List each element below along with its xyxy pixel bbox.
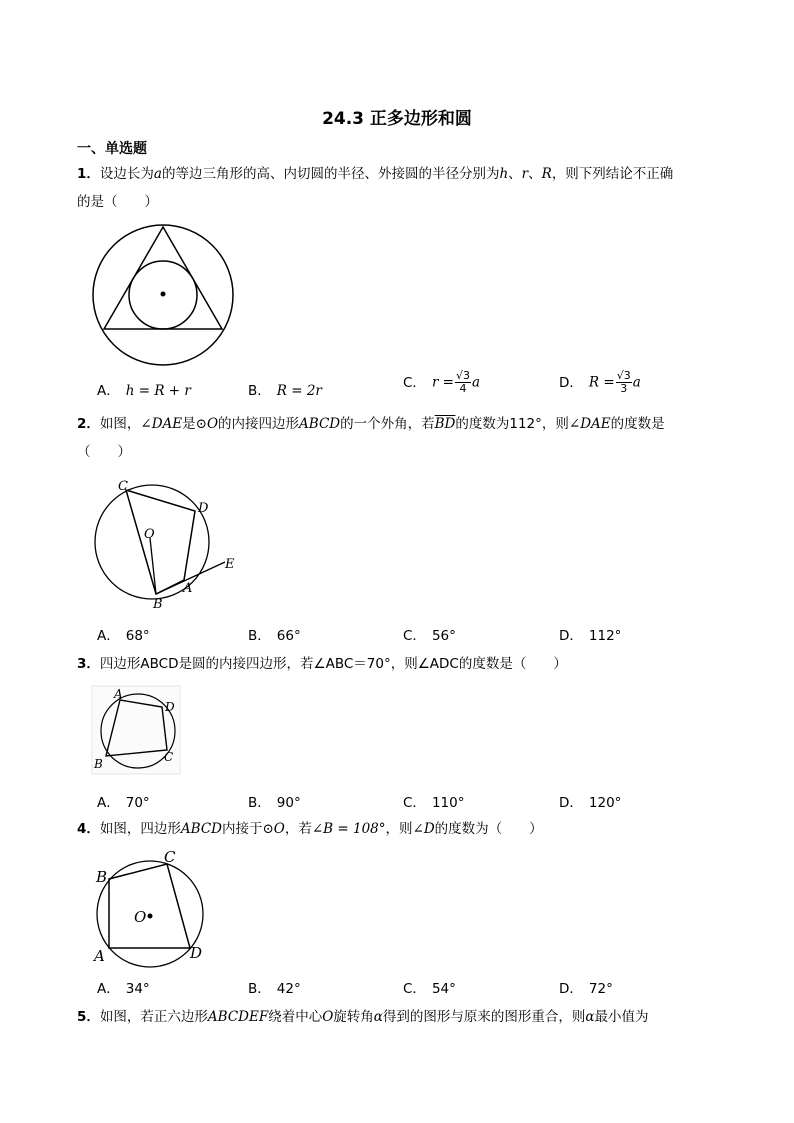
- question-number: 3．: [77, 656, 100, 672]
- question-number: 5．: [77, 1009, 100, 1025]
- question-3: 3．四边形ABCD是圆的内接四边形，若∠ABC＝70°，则∠ADC的度数是（ ）: [77, 656, 567, 672]
- q3-option-d[interactable]: D． 120°: [559, 795, 622, 811]
- q4-figure: [92, 848, 212, 966]
- q3-figure: [92, 686, 184, 774]
- center-dot: [161, 292, 166, 297]
- label-o: O: [134, 908, 147, 926]
- question-number: 1．: [77, 166, 100, 182]
- q4-option-a[interactable]: A． 34°: [97, 981, 150, 997]
- center-dot: [148, 914, 153, 919]
- label-e: E: [225, 557, 235, 572]
- q1-option-b[interactable]: B． R = 2r: [248, 383, 322, 399]
- label-d: D: [165, 700, 175, 714]
- question-5: 5．如图，若正六边形ABCDEF绕着中心O旋转角α得到的图形与原来的图形重合，则α最小值为: [77, 1009, 649, 1025]
- label-a: A: [94, 947, 105, 965]
- label-d: D: [190, 944, 203, 962]
- question-4: 4．如图，四边形ABCD内接于⊙O，若∠B = 108°，则∠D的度数为（ ）: [77, 821, 543, 837]
- label-d: D: [198, 501, 209, 516]
- q1-option-a[interactable]: A． h = R + r: [97, 383, 191, 399]
- q1-figure: [92, 224, 237, 369]
- page-title: 24.3 正多边形和圆: [322, 109, 472, 129]
- question-number: 2．: [77, 416, 100, 432]
- label-b: B: [153, 597, 163, 612]
- quadrilateral-abcd: [126, 490, 195, 594]
- label-b: B: [96, 868, 108, 886]
- q4-option-d[interactable]: D． 72°: [559, 981, 613, 997]
- q3-option-b[interactable]: B． 90°: [248, 795, 301, 811]
- label-b: B: [94, 757, 103, 771]
- label-o: O: [144, 527, 155, 542]
- label-c: C: [164, 848, 176, 866]
- q3-option-a[interactable]: A． 70°: [97, 795, 150, 811]
- q1-option-c[interactable]: C． r = $\frac{√3}{4}$ a: [403, 369, 481, 395]
- q3-option-c[interactable]: C． 110°: [403, 795, 465, 811]
- label-a: A: [114, 687, 123, 701]
- question-1: 1．设边长为a的等边三角形的高、内切圆的半径、外接圆的半径分别为h、r、R，则下列结论不正确 的是（ ）: [77, 166, 674, 210]
- q2-figure: [92, 478, 242, 613]
- equilateral-triangle: [104, 227, 222, 329]
- quadrilateral-abcd: [109, 864, 190, 948]
- q4-option-c[interactable]: C． 54°: [403, 981, 456, 997]
- q2-option-a[interactable]: A． 68°: [97, 628, 150, 644]
- label-c: C: [164, 750, 174, 764]
- question-2: 2．如图，∠DAE是⊙O的内接四边形ABCD的一个外角，若$\overline{BD}$的度数为112°，则∠DAE的度数是 （ ）: [77, 416, 665, 460]
- label-c: C: [118, 479, 128, 494]
- q2-option-d[interactable]: D． 112°: [559, 628, 622, 644]
- q1-option-d[interactable]: D． R = $\frac{√3}{3}$ a: [559, 369, 641, 395]
- label-a: A: [183, 581, 193, 596]
- section-heading: 一、单选题: [77, 141, 147, 157]
- q2-option-b[interactable]: B． 66°: [248, 628, 301, 644]
- q4-option-b[interactable]: B． 42°: [248, 981, 301, 997]
- q2-option-c[interactable]: C． 56°: [403, 628, 456, 644]
- question-number: 4．: [77, 821, 100, 837]
